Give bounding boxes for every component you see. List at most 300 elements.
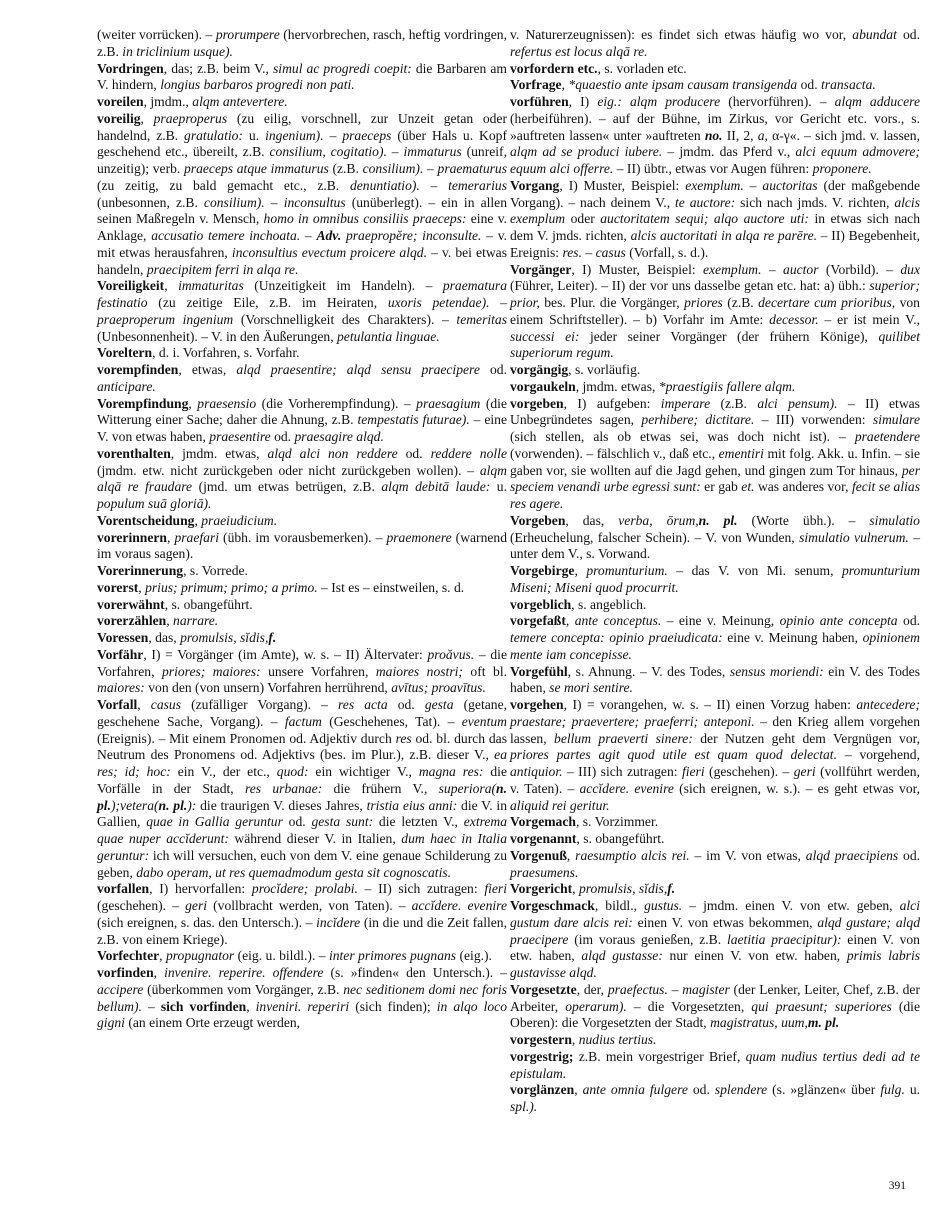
latin-text: refertus est locus alqā re. <box>510 43 648 59</box>
entry-text: , <box>571 1032 579 1047</box>
entry-text: – eine V. von etwas haben, <box>97 412 507 444</box>
latin-text: *praestigiis fallere alqm. <box>658 378 796 394</box>
latin-text: decertare cum prioribus, <box>758 295 896 310</box>
entry-text: – <box>761 261 784 277</box>
latin-text: eventum <box>461 713 507 729</box>
entry-text: (herbeiführen). – auf der Bühne, im Zirkus, vor Gericht etc. vors., s. »auftreten lassen« unter »auftreten <box>510 110 920 143</box>
latin-text: praemonere <box>386 529 452 545</box>
entry-text: jeder seiner Vorgänger (der frühern Könige), <box>579 328 879 344</box>
entry-text: , <box>194 512 202 528</box>
entry-text: er gab <box>700 479 742 495</box>
entry-text: od. <box>797 77 822 93</box>
entry-text: , s. obangeführt. <box>164 596 253 612</box>
entry-text: mit folg. Akk. u. Infin. – sie gaben vor, sie wollten auf die Jagd gehen, und gingen zum Tor hinaus, <box>510 445 921 478</box>
headword: Vorgefühl <box>510 663 568 679</box>
entry-text: , etwas, <box>178 362 237 377</box>
dictionary-entry <box>510 697 920 814</box>
entry-text: – II) Begebenheit, Ereignis: <box>510 228 920 260</box>
entry-text: (warnend im voraus sagen). <box>97 529 508 562</box>
entry-text: , das, <box>148 630 181 645</box>
entry-text: II, 2, <box>722 127 758 143</box>
entry-text: (z.B. <box>722 295 759 310</box>
headword: Vorgänger <box>510 261 572 277</box>
entry-text: – II) sich zutragen: <box>357 881 485 897</box>
latin-text: accusatio temere inchoata. <box>151 228 301 243</box>
entry-text: (Worte übh.). – <box>737 512 870 528</box>
entry-text: , jmdm., <box>143 94 193 109</box>
entry-text: (der Lenker, Leiter, Chef, z.B. der Arbeiter, <box>510 981 920 1014</box>
latin-text: exemplum. <box>702 261 762 277</box>
entry-text: od. <box>282 814 312 830</box>
latin-text: ingenium). <box>265 127 324 143</box>
latin-text: auctor <box>783 261 819 277</box>
dictionary-entry <box>97 530 507 564</box>
entry-text: (jmd. um etwas betrügen, z.B. <box>192 479 382 495</box>
entry-text: u. <box>490 479 507 495</box>
dictionary-entry <box>97 446 507 513</box>
latin-text: spl.). <box>510 1099 538 1114</box>
entry-text: – <box>386 144 404 160</box>
latin-text: alci equum admovere; equum alci offerre. <box>510 144 920 176</box>
headword: Vordringen <box>97 60 164 76</box>
entry-text: , jmdm. etwas, <box>170 445 268 461</box>
entry-text: (vollführt werden, v. Taten). – <box>510 764 920 796</box>
entry-text: (geschehen). – <box>97 898 186 913</box>
latin-text: maiores nostri; <box>375 663 463 679</box>
entry-text: od. <box>397 445 431 461</box>
entry-text: v. Naturerzeugnissen): es findet sich etwas häufig wo vor, <box>510 27 853 42</box>
latin-text: per speciem venandi urbe egressi sunt: <box>510 462 920 495</box>
headword: Vorfall <box>97 697 138 712</box>
entry-text: – v. bei etwas handeln, <box>97 244 507 277</box>
latin-text: simulatio <box>869 512 920 528</box>
dictionary-entry <box>510 178 920 262</box>
latin-text: extrema quae nuper accĭderunt: <box>97 814 508 846</box>
entry-text: (unbesonnen, z.B. <box>97 194 204 210</box>
entry-text: , s. angeblich. <box>571 596 647 612</box>
latin-text: alci gustum dare alcis rei: <box>510 898 920 930</box>
latin-text: successi ei: <box>510 328 580 344</box>
entry-text: bes. Plur. die Vorgänger, <box>539 295 685 310</box>
latin-text: ): <box>187 797 197 813</box>
entry-text: od. <box>896 27 920 42</box>
latin-text: sensus moriendi: <box>729 663 824 679</box>
latin-text: ea res; id; hoc: <box>97 747 507 779</box>
headword: Vorfrage <box>510 77 562 93</box>
dictionary-entry <box>97 94 507 111</box>
entry-text: (an einem Orte erzeugt werden, <box>124 1015 301 1031</box>
entry-text: u. <box>904 1082 921 1098</box>
entry-text: oft bl. <box>462 663 507 679</box>
entry-text: die Barbaren am V. hindern, <box>97 60 507 93</box>
entry-text: – die Vorfahren, <box>97 646 507 679</box>
entry-text: n. pl. <box>158 797 188 813</box>
latin-text: abundat <box>852 27 897 42</box>
headword: Vorerinnerung <box>97 563 184 578</box>
latin-text: eig.: <box>597 94 622 109</box>
latin-text: alqd praecipiens <box>805 847 899 863</box>
latin-text: magister <box>682 981 730 997</box>
latin-text: alqd alci non reddere <box>267 445 398 461</box>
latin-text: praepropĕre; inconsulte. <box>345 228 482 243</box>
headword: Vorgesetzte <box>510 981 577 997</box>
entry-text: – eine v. Meinung, <box>661 613 780 629</box>
headword: vorfallen <box>97 881 150 897</box>
entry-text: – jmdm. einen V. von etw. geben, <box>682 898 900 913</box>
entry-text: Adv. <box>316 228 342 243</box>
dictionary-entry <box>97 881 507 948</box>
dictionary-entry <box>510 563 920 597</box>
entry-text: (unreif, unzeitig); verb. <box>97 144 507 176</box>
entry-text: (unüberlegt). – ein in allen seinen Maßregeln v. Mensch, <box>97 194 507 227</box>
latin-text: praeproperus <box>153 110 228 126</box>
latin-text: in triclinium usque). <box>122 43 233 59</box>
dictionary-entry <box>510 1082 920 1116</box>
headword: Vorgebirge <box>510 563 575 578</box>
entry-text: , s. vorladen etc. <box>597 60 687 76</box>
entry-text: , das; z.B. beim V., <box>163 60 274 76</box>
entry-text: – II) etwas Unbegründetes sagen, <box>510 395 920 428</box>
entry-text: , I) = Vorgänger (im Amte), w. s. – II) Ältervater: <box>143 646 428 662</box>
dictionary-entry <box>97 965 507 1032</box>
entry-text: (eig. u. bildl.). – <box>234 948 329 964</box>
headword: vorgeben <box>510 395 564 411</box>
latin-text: auctoritas <box>762 177 818 193</box>
entry-text: od. <box>897 613 921 629</box>
headword: vorfinden <box>97 965 154 980</box>
latin-text: ementiri <box>718 445 764 461</box>
latin-text: casus <box>150 697 181 712</box>
entry-text: – <box>423 161 438 176</box>
latin-text: praematura festinatio <box>97 278 508 310</box>
headword: voreilen <box>97 94 144 109</box>
latin-text: simul ac progredi coepit: <box>273 60 412 76</box>
entry-text: die Vorfälle in der Stadt, <box>97 764 507 796</box>
headword: vorgefaßt <box>510 613 566 629</box>
entry-text: (vorwenden). – fälschlich v., daß etc., <box>510 445 719 461</box>
latin-text: dabo operam, ut res quemadmodum gesta sit cognoscatis. <box>136 864 452 880</box>
entry-text: od. <box>270 429 295 444</box>
entry-text: , <box>166 529 175 545</box>
entry-text: eine v. Anklage, <box>97 211 508 243</box>
entry-text: (die Witterung einer Sache; daher die Ahnung, z.B. <box>97 395 507 428</box>
latin-text: avītus; proavītus. <box>391 680 486 696</box>
entry-text: (Vorschnelligkeit des Charakters). – <box>233 311 457 327</box>
latin-text: praesensio <box>197 395 257 411</box>
entry-text: (weiter vorrücken). – <box>97 27 216 42</box>
entry-text: die frühern V., <box>322 780 439 796</box>
entry-text: ein V., der etc., <box>170 764 277 779</box>
entry-text: , <box>138 579 146 595</box>
dictionary-entry <box>97 597 507 614</box>
entry-text: , <box>566 847 576 863</box>
entry-text: ein V. des Todes haben, <box>510 663 920 696</box>
dictionary-entry <box>510 881 920 898</box>
latin-text: superior; prior, <box>510 278 920 310</box>
headword: Vorgang <box>510 177 560 193</box>
dictionary-entry <box>510 27 920 61</box>
dictionary-entry <box>510 664 920 698</box>
entry-text: ich will versuchen, euch von dem V. eine genaue Schilderung zu geben, <box>97 847 507 880</box>
entry-text: (die Vorherempfindung). – <box>256 395 417 411</box>
latin-text: res. <box>562 244 582 260</box>
entry-text: (Unzeitigkeit im Handeln). – <box>243 278 443 294</box>
left-column <box>97 27 507 1032</box>
latin-text: superiora( <box>438 780 497 796</box>
entry-text: nur einen V. von etw. haben, <box>662 948 847 964</box>
latin-text: simulatio vulnerum. <box>799 529 909 545</box>
latin-text: prorumpere <box>215 27 280 42</box>
entry-text: , das, <box>565 512 619 528</box>
dictionary-entry <box>510 77 920 94</box>
entry-text: m. pl. <box>807 1015 840 1031</box>
latin-text: invenire. reperire. offendere <box>164 965 324 980</box>
entry-text: od. <box>387 697 425 712</box>
latin-text: auctoritatem sequi; alqo auctore uti: <box>600 211 809 227</box>
latin-text: antiquior. <box>510 764 563 779</box>
headword: vorgestern <box>510 1032 572 1047</box>
entry-text: f. <box>268 630 277 645</box>
dictionary-entry <box>510 1049 920 1083</box>
latin-text: se mori sentire. <box>549 680 633 696</box>
entry-text: – im V. von etwas, <box>689 847 806 863</box>
entry-text: – <box>141 998 161 1014</box>
latin-text: alqd praesentire; alqd sensu praecipere <box>236 362 480 377</box>
entry-text: , <box>164 278 179 294</box>
entry-text: (Ereignis). – Mit einem Pronomen od. Adjektiv durch <box>97 730 396 746</box>
entry-text: , I) <box>568 94 598 109</box>
headword: vorglänzen <box>510 1082 575 1098</box>
entry-text: , d. i. Vorfahren, s. Vorfahr. <box>152 345 300 361</box>
latin-text: te auctore: <box>675 194 736 210</box>
latin-text: );vetera( <box>110 797 159 813</box>
headword: Vorgeschmack <box>510 898 595 913</box>
entry-text: (übh. im vorausbemerken). – <box>219 529 387 545</box>
entry-text: die letzten V., <box>373 814 464 830</box>
latin-text: promunturium. <box>586 563 668 578</box>
entry-text: , <box>166 613 174 629</box>
entry-text: , <box>574 1082 583 1098</box>
entry-text: , <box>246 998 256 1014</box>
latin-text: immaturus <box>403 144 462 160</box>
dictionary-entry <box>97 513 507 530</box>
entry-text: (sich ereignen, s. das. den Untersch.). – <box>97 914 317 930</box>
entry-text: od. <box>687 1082 715 1098</box>
dictionary-entry <box>97 362 507 396</box>
entry-text: (z.B. <box>328 161 363 176</box>
entry-text: – die Vorgesetzten, <box>626 998 752 1014</box>
headword: vorführen <box>510 94 569 109</box>
dictionary-entry <box>97 111 507 279</box>
headword: vorgestrig; <box>510 1048 574 1064</box>
entry-text <box>622 94 630 109</box>
latin-text: alqm debitā laude: <box>381 479 491 495</box>
latin-text: ante conceptus. <box>574 613 662 629</box>
dictionary-entry <box>97 697 507 881</box>
latin-text: praesagium <box>416 395 481 411</box>
headword: vorerinnern <box>97 529 167 545</box>
latin-text: promulsis, sĭdis, <box>180 630 269 645</box>
entry-text: (zu zeitig, zu bald gemacht etc., z.B. <box>97 177 350 193</box>
latin-text: geri <box>793 764 816 779</box>
entry-text: α-γ«. – sich jmd. v. lassen, <box>767 127 920 143</box>
dictionary-entry <box>97 630 507 647</box>
headword: Vorgericht <box>510 881 573 897</box>
latin-text: aliquid rei geritur. <box>510 797 610 813</box>
entry-text: n. pl. <box>698 512 738 528</box>
entry-text: (Führer, Leiter). – II) der vor uns dasselbe getan etc. hat: a) übh.: <box>510 278 870 294</box>
entry-text: oder <box>565 211 601 227</box>
latin-text: propugnator <box>165 948 235 964</box>
entry-text: (geschehen). – <box>704 764 794 779</box>
entry-text: (sich ereignen, w. s.). – es geht etwas vor, <box>673 780 920 796</box>
headword: Voressen <box>97 630 149 645</box>
latin-text: longius barbaros progredi non pati. <box>160 77 355 93</box>
entry-text: , <box>137 697 151 712</box>
entry-text: – <box>323 127 343 143</box>
headword: vorerwähnt <box>97 596 165 612</box>
latin-text: praetendere <box>854 429 920 444</box>
latin-text: quod: <box>276 764 309 779</box>
headword: Vorgeben <box>510 512 566 528</box>
latin-text: fieri <box>681 764 705 779</box>
dictionary-entry <box>97 948 507 965</box>
headword: Vorgemach <box>510 814 576 830</box>
entry-text: (über Hals u. Kopf geschehend etc., übereilt, z.B. <box>97 127 507 160</box>
dictionary-entry <box>97 61 507 95</box>
entry-text: (sich finden); <box>349 998 437 1014</box>
entry-text: unsere Vorfahren, <box>260 663 376 679</box>
latin-text: proăvus. <box>427 646 475 662</box>
latin-text: narrare. <box>173 613 219 629</box>
entry-text: (hervorführen). – <box>720 94 835 109</box>
entry-text: (Erheuchelung, falscher Schein). – V. von Wunden, <box>510 529 800 545</box>
entry-text: f. <box>667 881 676 897</box>
latin-text: casus <box>595 244 626 260</box>
latin-text: et. <box>741 479 755 495</box>
headword: vorgaukeln <box>510 378 576 394</box>
entry-text: , <box>140 110 154 126</box>
latin-text: inter primores pugnans <box>328 948 457 964</box>
headword: Vorgenuß <box>510 847 567 863</box>
latin-text: praeiudicium. <box>201 512 278 528</box>
dictionary-entry <box>510 898 920 982</box>
latin-text: in alqo loco gigni <box>97 998 507 1031</box>
entry-text: (zu zeitige Eile, z.B. im Heiraten, <box>147 295 388 310</box>
latin-text: fecit se alias res agere. <box>510 479 920 511</box>
entry-text: (überkommen vom Vorgänger, z.B. <box>143 981 344 997</box>
latin-text: gesta <box>424 697 454 712</box>
latin-text: alqm adducere <box>834 94 921 109</box>
latin-text: consilium, cogitatio). <box>269 144 387 160</box>
entry-text: – Ist es – einstweilen, s. d. <box>317 579 465 595</box>
headword: vorgeblich <box>510 596 572 612</box>
latin-text: simulare <box>872 412 920 428</box>
entry-text: (Vorfall, s. d.). <box>625 244 709 260</box>
latin-text: factum <box>284 713 322 729</box>
latin-text: praesagire alqd. <box>294 429 384 444</box>
latin-text: antecedere; praestare; praevertere; praeferri; anteponi. <box>510 697 920 729</box>
dictionary-entry <box>97 27 507 61</box>
latin-text: praeceps atque immaturus <box>184 161 329 176</box>
headword: vorfordern etc. <box>510 60 598 76</box>
latin-text: promulsis, sĭdis, <box>578 881 668 897</box>
latin-text: dux <box>900 261 921 277</box>
entry-text: , I) aufgeben: <box>563 395 661 411</box>
entry-text: sich nach jmds. V. richten, <box>735 194 895 210</box>
latin-text: inconsultius evectum proicere alqd. <box>231 244 427 260</box>
dictionary-entry <box>97 278 507 345</box>
entry-text: einen V. von etwas bekommen, <box>632 914 818 930</box>
latin-text: splendere <box>714 1082 768 1098</box>
latin-text: laetitia praecipitur): <box>726 931 842 947</box>
dictionary-entry <box>510 513 920 563</box>
entry-text: (zufälliger Vorgang). – <box>181 697 339 712</box>
entry-text: z.B. mein vorgestriger Brief, <box>573 1048 746 1064</box>
latin-text: praefectus. <box>607 981 668 997</box>
latin-text: operarum). <box>565 998 627 1014</box>
latin-text: ante omnia fulgere <box>582 1082 688 1098</box>
entry-text: , s. obangeführt. <box>576 831 665 846</box>
latin-text: incĭdere <box>316 914 361 930</box>
latin-text: fieri <box>484 881 507 897</box>
entry-text: , <box>188 395 198 411</box>
latin-text: populum suā gloriā). <box>97 496 212 511</box>
latin-text: inveniri. reperiri <box>255 998 350 1014</box>
entry-text: (die Oberen): die Vorgesetzten der Stadt, <box>510 998 920 1031</box>
entry-text: (s. »glänzen« über <box>767 1082 881 1098</box>
entry-text: (eig.). <box>456 948 492 964</box>
latin-text: maiores: <box>97 680 145 696</box>
latin-text: inconsultus <box>283 194 346 210</box>
dictionary-entry <box>510 61 920 78</box>
entry-text: , <box>565 613 575 629</box>
entry-text: , bildl., <box>594 898 645 913</box>
headword: Voreiligkeit <box>97 278 165 294</box>
latin-text: primis labris gustavisse alqd. <box>510 948 921 980</box>
latin-text: nudius tertius. <box>578 1032 657 1047</box>
entry-text: n. pl. <box>97 780 508 813</box>
headword: Voreltern <box>97 345 153 361</box>
entry-text: – <box>489 295 508 310</box>
entry-text: während dieser V. in Italien, <box>228 831 402 846</box>
entry-text: von einem Schriftsteller). – b) Vorfahr im Amte: <box>510 295 920 327</box>
latin-text: priores partes agit quod utile est quam quod delectat. <box>510 747 837 763</box>
headword: vorgehen <box>510 697 564 712</box>
entry-text: , I) Muster, Beispiel: <box>571 261 703 277</box>
latin-text: res urbanae: <box>244 780 323 796</box>
entry-text: , der, <box>576 981 608 997</box>
entry-text: – vorgehend, <box>836 747 920 763</box>
dictionary-entry <box>97 613 507 630</box>
dictionary-entry <box>510 94 920 178</box>
entry-text: (getane, geschehene Sache, Vorgang). – <box>97 697 508 729</box>
entry-text: einen V. von etw. haben, <box>510 931 920 964</box>
latin-text: magna res: <box>418 764 484 779</box>
latin-text: res <box>395 730 412 746</box>
entry-text: (vollbracht werden, von Taten). – <box>207 898 412 913</box>
headword: vorempfinden <box>97 362 179 377</box>
entry-text: (jmdm. etw. nicht zurückgeben oder nicht zurückgeben wollen). – <box>97 462 480 478</box>
dictionary-entry <box>97 345 507 362</box>
latin-text: praeceps <box>342 127 392 143</box>
latin-text: qui praesunt; superiores <box>751 998 892 1014</box>
latin-text: temerarius <box>448 177 507 193</box>
latin-text: dum haec in Italia geruntur: <box>97 831 507 863</box>
dictionary-entry <box>510 814 920 831</box>
entry-text: od. <box>898 847 921 863</box>
headword: sich vorfinden <box>160 998 247 1014</box>
